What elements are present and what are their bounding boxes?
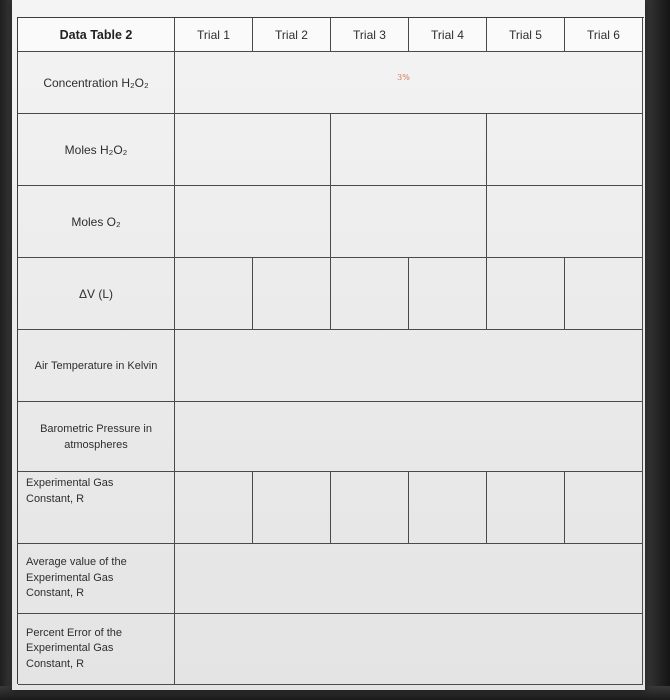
row-label-average-r xyxy=(18,544,175,614)
data-table xyxy=(17,17,644,684)
moles-h2o2-cell-1[interactable] xyxy=(175,114,331,186)
row-label-moles-o2 xyxy=(18,186,175,258)
barometric-pressure-value-cell[interactable] xyxy=(175,402,643,472)
concentration-value-cell[interactable] xyxy=(175,52,643,114)
trial-header-label: Trial 3 xyxy=(353,27,386,42)
row-label-text: Experimental Gas Constant, R xyxy=(26,477,114,505)
trial-header-2 xyxy=(253,18,331,52)
delta-v-cell-6[interactable] xyxy=(565,258,643,330)
trial-header-label: Trial 1 xyxy=(197,27,230,42)
trial-header-1 xyxy=(175,18,253,52)
row-label-concentration xyxy=(18,52,175,114)
moles-o2-cell-3[interactable] xyxy=(487,186,643,258)
row-label-air-temperature xyxy=(18,330,175,402)
trial-header-label: Trial 6 xyxy=(587,27,620,42)
experimental-r-cell-3[interactable] xyxy=(331,472,409,544)
moles-h2o2-cell-2[interactable] xyxy=(331,114,487,186)
row-label-moles-h2o2 xyxy=(18,114,175,186)
air-temperature-value-cell[interactable] xyxy=(175,330,643,402)
delta-v-cell-5[interactable] xyxy=(487,258,565,330)
row-label-text: Air Temperature in Kelvin xyxy=(34,359,158,372)
experimental-r-cell-4[interactable] xyxy=(409,472,487,544)
row-label-text: Percent Error of the Experimental Gas Constant, R xyxy=(26,626,122,670)
row-label-delta-v xyxy=(18,258,175,330)
moles-o2-cell-2[interactable] xyxy=(331,186,487,258)
experimental-r-cell-6[interactable] xyxy=(565,472,643,544)
experimental-r-cell-5[interactable] xyxy=(487,472,565,544)
table-title: Data Table 2 xyxy=(59,27,133,42)
row-label-text: Average value of the Experimental Gas Constant, R xyxy=(26,556,127,600)
trial-header-4 xyxy=(409,18,487,52)
percent-error-value-cell[interactable] xyxy=(175,614,643,685)
delta-v-cell-3[interactable] xyxy=(331,258,409,330)
concentration-note: 3% xyxy=(397,72,410,82)
row-label-text: Moles H₂O₂ xyxy=(64,142,128,157)
moles-h2o2-cell-3[interactable] xyxy=(487,114,643,186)
trial-header-label: Trial 4 xyxy=(431,27,464,42)
average-r-value-cell[interactable] xyxy=(175,544,643,614)
row-label-text: Moles O₂ xyxy=(71,214,121,229)
row-label-text: ΔV (L) xyxy=(78,286,114,301)
experimental-r-cell-1[interactable] xyxy=(175,472,253,544)
trial-header-5 xyxy=(487,18,565,52)
row-label-text: Barometric Pressure in atmospheres xyxy=(40,422,152,451)
trial-header-label: Trial 5 xyxy=(509,27,542,42)
experimental-r-cell-2[interactable] xyxy=(253,472,331,544)
trial-header-label: Trial 2 xyxy=(275,27,308,42)
row-label-percent-error xyxy=(18,614,175,685)
trial-header-3 xyxy=(331,18,409,52)
row-label-experimental-r xyxy=(18,472,175,544)
background-left-edge xyxy=(0,0,12,700)
table-title-cell xyxy=(18,18,175,52)
row-label-barometric-pressure xyxy=(18,402,175,472)
row-label-text: Concentration H₂O₂ xyxy=(43,75,149,90)
delta-v-cell-2[interactable] xyxy=(253,258,331,330)
delta-v-cell-1[interactable] xyxy=(175,258,253,330)
delta-v-cell-4[interactable] xyxy=(409,258,487,330)
background-right-edge xyxy=(644,0,670,700)
trial-header-6 xyxy=(565,18,643,52)
moles-o2-cell-1[interactable] xyxy=(175,186,331,258)
